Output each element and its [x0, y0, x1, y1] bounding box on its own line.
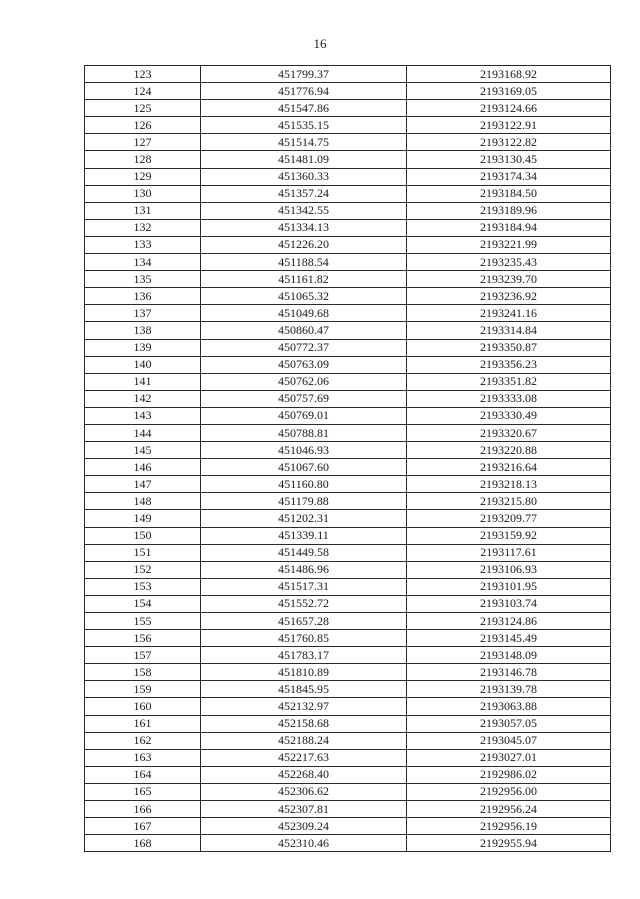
point-number-cell: 167	[85, 818, 201, 835]
x-coordinate-cell: 451067.60	[201, 459, 407, 476]
y-coordinate-cell: 2193168.92	[407, 66, 611, 83]
point-number-cell: 160	[85, 698, 201, 715]
point-number-cell: 163	[85, 749, 201, 766]
y-coordinate-cell: 2193184.94	[407, 219, 611, 236]
x-coordinate-cell: 450788.81	[201, 424, 407, 441]
y-coordinate-cell: 2193145.49	[407, 630, 611, 647]
x-coordinate-cell: 451360.33	[201, 168, 407, 185]
table-row	[85, 510, 611, 527]
y-coordinate-cell: 2193027.01	[407, 749, 611, 766]
y-coordinate-cell: 2193221.99	[407, 236, 611, 253]
table-row	[85, 715, 611, 732]
point-number-cell: 127	[85, 134, 201, 151]
x-coordinate-cell: 452268.40	[201, 766, 407, 783]
table-row	[85, 476, 611, 493]
y-coordinate-cell: 2193216.64	[407, 459, 611, 476]
y-coordinate-cell: 2193236.92	[407, 288, 611, 305]
y-coordinate-cell: 2193117.61	[407, 544, 611, 561]
y-coordinate-cell: 2193124.86	[407, 613, 611, 630]
x-coordinate-cell: 451449.58	[201, 544, 407, 561]
y-coordinate-cell: 2193330.49	[407, 407, 611, 424]
point-number-cell: 137	[85, 305, 201, 322]
x-coordinate-cell: 451552.72	[201, 595, 407, 612]
x-coordinate-cell: 451486.96	[201, 561, 407, 578]
table-row	[85, 613, 611, 630]
y-coordinate-cell: 2193333.08	[407, 390, 611, 407]
table-row	[85, 681, 611, 698]
point-number-cell: 136	[85, 288, 201, 305]
point-number-cell: 134	[85, 254, 201, 271]
y-coordinate-cell: 2193057.05	[407, 715, 611, 732]
point-number-cell: 124	[85, 83, 201, 100]
x-coordinate-cell: 451188.54	[201, 254, 407, 271]
page-number: 16	[313, 36, 327, 51]
point-number-cell: 129	[85, 168, 201, 185]
table-row	[85, 356, 611, 373]
point-number-cell: 166	[85, 801, 201, 818]
point-number-cell: 131	[85, 202, 201, 219]
point-number-cell: 164	[85, 766, 201, 783]
point-number-cell: 168	[85, 835, 201, 852]
table-row	[85, 66, 611, 83]
x-coordinate-cell: 450757.69	[201, 390, 407, 407]
point-number-cell: 135	[85, 271, 201, 288]
x-coordinate-cell: 450860.47	[201, 322, 407, 339]
y-coordinate-cell: 2193122.91	[407, 117, 611, 134]
x-coordinate-cell: 451160.80	[201, 476, 407, 493]
y-coordinate-cell: 2193101.95	[407, 578, 611, 595]
x-coordinate-cell: 452188.24	[201, 732, 407, 749]
table-row	[85, 236, 611, 253]
x-coordinate-cell: 451783.17	[201, 647, 407, 664]
x-coordinate-cell: 450769.01	[201, 407, 407, 424]
y-coordinate-cell: 2193218.13	[407, 476, 611, 493]
table-row	[85, 698, 611, 715]
table-row	[85, 100, 611, 117]
point-number-cell: 142	[85, 390, 201, 407]
x-coordinate-cell: 450762.06	[201, 373, 407, 390]
x-coordinate-cell: 451845.95	[201, 681, 407, 698]
y-coordinate-cell: 2193063.88	[407, 698, 611, 715]
y-coordinate-cell: 2192955.94	[407, 835, 611, 852]
table-row	[85, 83, 611, 100]
point-number-cell: 165	[85, 783, 201, 800]
y-coordinate-cell: 2193174.34	[407, 168, 611, 185]
point-number-cell: 128	[85, 151, 201, 168]
point-number-cell: 125	[85, 100, 201, 117]
point-number-cell: 146	[85, 459, 201, 476]
table-row	[85, 732, 611, 749]
y-coordinate-cell: 2193241.16	[407, 305, 611, 322]
point-number-cell: 133	[85, 236, 201, 253]
point-number-cell: 138	[85, 322, 201, 339]
point-number-cell: 145	[85, 442, 201, 459]
x-coordinate-cell: 451517.31	[201, 578, 407, 595]
x-coordinate-cell: 451514.75	[201, 134, 407, 151]
point-number-cell: 130	[85, 185, 201, 202]
y-coordinate-cell: 2193146.78	[407, 664, 611, 681]
table-row	[85, 339, 611, 356]
table-row	[85, 373, 611, 390]
table-row	[85, 544, 611, 561]
y-coordinate-cell: 2193124.66	[407, 100, 611, 117]
point-number-cell: 154	[85, 595, 201, 612]
x-coordinate-cell: 452307.81	[201, 801, 407, 818]
point-number-cell: 123	[85, 66, 201, 83]
table-row	[85, 424, 611, 441]
point-number-cell: 132	[85, 219, 201, 236]
point-number-cell: 151	[85, 544, 201, 561]
x-coordinate-cell: 451049.68	[201, 305, 407, 322]
point-number-cell: 162	[85, 732, 201, 749]
point-number-cell: 153	[85, 578, 201, 595]
point-number-cell: 139	[85, 339, 201, 356]
y-coordinate-cell: 2192956.00	[407, 783, 611, 800]
x-coordinate-cell: 451776.94	[201, 83, 407, 100]
x-coordinate-cell: 452158.68	[201, 715, 407, 732]
table-row	[85, 647, 611, 664]
point-number-cell: 144	[85, 424, 201, 441]
point-number-cell: 161	[85, 715, 201, 732]
point-number-cell: 148	[85, 493, 201, 510]
y-coordinate-cell: 2193103.74	[407, 595, 611, 612]
table-row	[85, 134, 611, 151]
x-coordinate-cell: 451226.20	[201, 236, 407, 253]
x-coordinate-cell: 451799.37	[201, 66, 407, 83]
x-coordinate-cell: 452132.97	[201, 698, 407, 715]
point-number-cell: 156	[85, 630, 201, 647]
point-number-cell: 141	[85, 373, 201, 390]
x-coordinate-cell: 451535.15	[201, 117, 407, 134]
x-coordinate-cell: 451065.32	[201, 288, 407, 305]
point-number-cell: 155	[85, 613, 201, 630]
x-coordinate-cell: 452306.62	[201, 783, 407, 800]
table-row	[85, 168, 611, 185]
point-number-cell: 159	[85, 681, 201, 698]
x-coordinate-cell: 452309.24	[201, 818, 407, 835]
y-coordinate-cell: 2193184.50	[407, 185, 611, 202]
table-row	[85, 151, 611, 168]
y-coordinate-cell: 2193106.93	[407, 561, 611, 578]
coordinates-table	[84, 65, 611, 852]
table-row	[85, 219, 611, 236]
x-coordinate-cell: 451760.85	[201, 630, 407, 647]
table-row	[85, 271, 611, 288]
x-coordinate-cell: 450772.37	[201, 339, 407, 356]
point-number-cell: 149	[85, 510, 201, 527]
y-coordinate-cell: 2193351.82	[407, 373, 611, 390]
y-coordinate-cell: 2193122.82	[407, 134, 611, 151]
y-coordinate-cell: 2193130.45	[407, 151, 611, 168]
x-coordinate-cell: 452217.63	[201, 749, 407, 766]
table-row	[85, 407, 611, 424]
table-row	[85, 459, 611, 476]
table-row	[85, 322, 611, 339]
y-coordinate-cell: 2193356.23	[407, 356, 611, 373]
table-row	[85, 288, 611, 305]
y-coordinate-cell: 2193314.84	[407, 322, 611, 339]
x-coordinate-cell: 451481.09	[201, 151, 407, 168]
point-number-cell: 150	[85, 527, 201, 544]
table-row	[85, 561, 611, 578]
table-row	[85, 117, 611, 134]
y-coordinate-cell: 2192986.02	[407, 766, 611, 783]
y-coordinate-cell: 2193148.09	[407, 647, 611, 664]
y-coordinate-cell: 2193189.96	[407, 202, 611, 219]
x-coordinate-cell: 451810.89	[201, 664, 407, 681]
table-row	[85, 664, 611, 681]
x-coordinate-cell: 452310.46	[201, 835, 407, 852]
x-coordinate-cell: 451046.93	[201, 442, 407, 459]
point-number-cell: 158	[85, 664, 201, 681]
x-coordinate-cell: 450763.09	[201, 356, 407, 373]
x-coordinate-cell: 451547.86	[201, 100, 407, 117]
y-coordinate-cell: 2193239.70	[407, 271, 611, 288]
table-row	[85, 305, 611, 322]
point-number-cell: 126	[85, 117, 201, 134]
x-coordinate-cell: 451161.82	[201, 271, 407, 288]
point-number-cell: 152	[85, 561, 201, 578]
table-row	[85, 818, 611, 835]
x-coordinate-cell: 451334.13	[201, 219, 407, 236]
table-row	[85, 527, 611, 544]
y-coordinate-cell: 2193139.78	[407, 681, 611, 698]
table-row	[85, 442, 611, 459]
table-row	[85, 202, 611, 219]
point-number-cell: 143	[85, 407, 201, 424]
table-row	[85, 595, 611, 612]
table-row	[85, 390, 611, 407]
point-number-cell: 140	[85, 356, 201, 373]
y-coordinate-cell: 2193235.43	[407, 254, 611, 271]
x-coordinate-cell: 451657.28	[201, 613, 407, 630]
x-coordinate-cell: 451342.55	[201, 202, 407, 219]
y-coordinate-cell: 2192956.19	[407, 818, 611, 835]
table-row	[85, 254, 611, 271]
table-row	[85, 185, 611, 202]
y-coordinate-cell: 2193320.67	[407, 424, 611, 441]
y-coordinate-cell: 2193350.87	[407, 339, 611, 356]
table-row	[85, 493, 611, 510]
y-coordinate-cell: 2193215.80	[407, 493, 611, 510]
table-row	[85, 630, 611, 647]
y-coordinate-cell: 2192956.24	[407, 801, 611, 818]
table-body	[85, 66, 611, 852]
x-coordinate-cell: 451339.11	[201, 527, 407, 544]
x-coordinate-cell: 451202.31	[201, 510, 407, 527]
point-number-cell: 147	[85, 476, 201, 493]
table-row	[85, 578, 611, 595]
table-row	[85, 783, 611, 800]
y-coordinate-cell: 2193159.92	[407, 527, 611, 544]
y-coordinate-cell: 2193220.88	[407, 442, 611, 459]
y-coordinate-cell: 2193209.77	[407, 510, 611, 527]
y-coordinate-cell: 2193045.07	[407, 732, 611, 749]
table-row	[85, 835, 611, 852]
y-coordinate-cell: 2193169.05	[407, 83, 611, 100]
table-row	[85, 801, 611, 818]
x-coordinate-cell: 451357.24	[201, 185, 407, 202]
table-row	[85, 766, 611, 783]
table-row	[85, 749, 611, 766]
point-number-cell: 157	[85, 647, 201, 664]
x-coordinate-cell: 451179.88	[201, 493, 407, 510]
